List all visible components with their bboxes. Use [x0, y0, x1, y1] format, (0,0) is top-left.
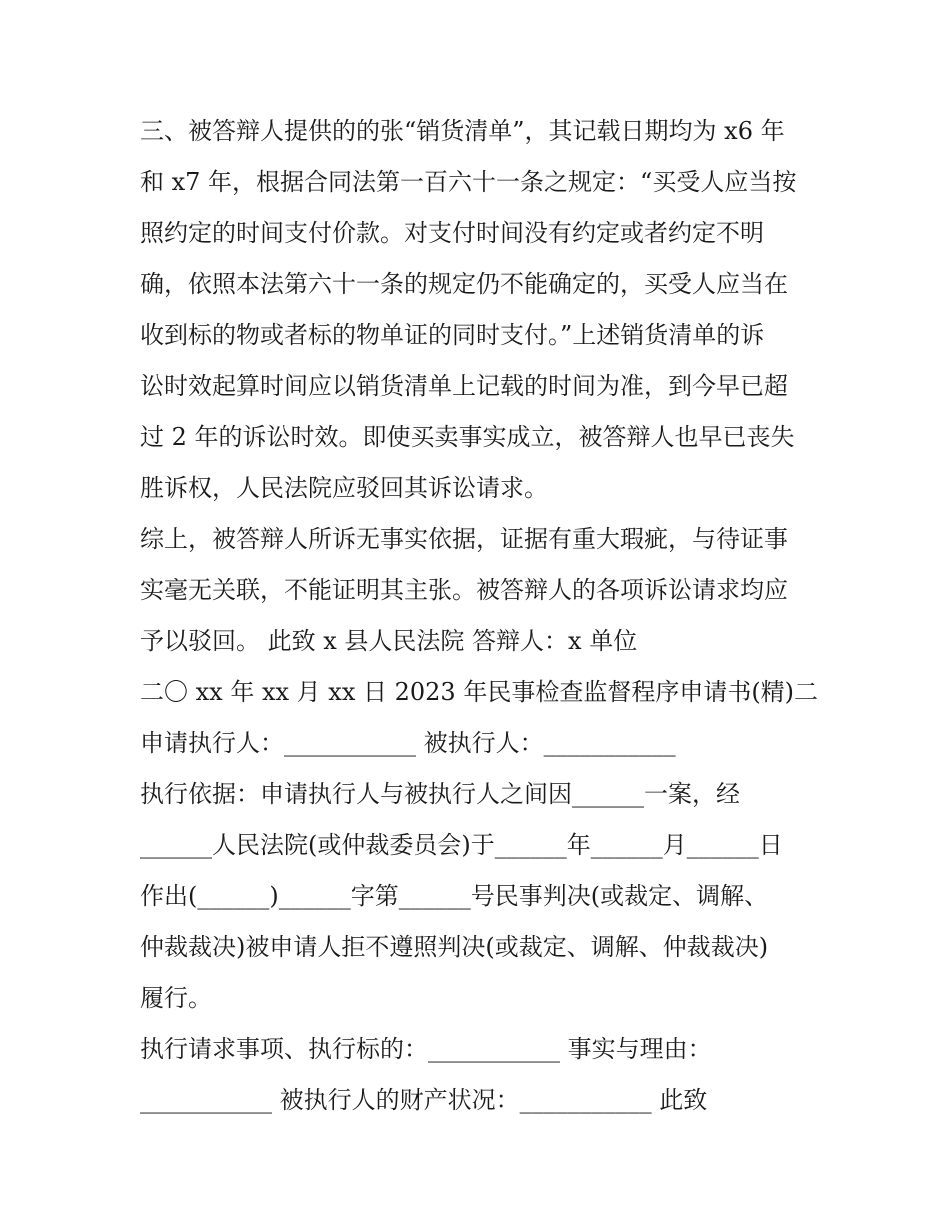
document-body — [140, 106, 820, 1126]
text-line: 执行依据：申请执行人与被执行人之间因______一案，经 — [140, 780, 740, 808]
text-line: 申请执行人：___________ 被执行人：___________ — [140, 729, 676, 757]
text-line: ______人民法院(或仲裁委员会)于______年______月______日 — [140, 831, 783, 859]
text-line: 三、被答辩人提供的的张“销货清单”，其记载日期均为 x6 年 — [140, 117, 785, 145]
text-line: 和 x7 年，根据合同法第一百六十一条之规定：“买受人应当按 — [140, 168, 797, 196]
text-line: 执行请求事项、执行标的：___________ 事实与理由： — [140, 1035, 712, 1063]
text-line: 作出(______)______字第______号民事判决(或裁定、调解、 — [140, 882, 769, 910]
text-line: 予以驳回。 此致 x 县人民法院 答辩人：x 单位 — [140, 627, 638, 655]
text-line: 收到标的物或者标的物单证的同时支付。”上述销货清单的诉 — [140, 321, 765, 349]
text-line: 综上，被答辩人所诉无事实依据，证据有重大瑕疵，与待证事 — [140, 525, 788, 553]
text-line: 履行。 — [140, 984, 212, 1012]
text-line: 照约定的时间支付价款。对支付时间没有约定或者约定不明 — [140, 219, 764, 247]
text-line: 确，依照本法第六十一条的规定仍不能确定的，买受人应当在 — [140, 270, 788, 298]
text-line: 讼时效起算时间应以销货清单上记载的时间为准，到今早已超 — [140, 372, 788, 400]
text-line: 胜诉权，人民法院应驳回其诉讼请求。 — [140, 474, 548, 502]
text-line: 二〇 xx 年 xx 月 xx 日 2023 年民事检查监督程序申请书(精)二 — [140, 678, 819, 706]
text-line: 仲裁裁决)被申请人拒不遵照判决(或裁定、调解、仲裁裁决) — [140, 933, 769, 961]
text-line: 过 2 年的诉讼时效。即使买卖事实成立，被答辩人也早已丧失 — [140, 423, 795, 451]
text-line: 实毫无关联，不能证明其主张。被答辩人的各项诉讼请求均应 — [140, 576, 788, 604]
text-line: ___________ 被执行人的财产状况：___________ 此致 — [140, 1086, 708, 1114]
